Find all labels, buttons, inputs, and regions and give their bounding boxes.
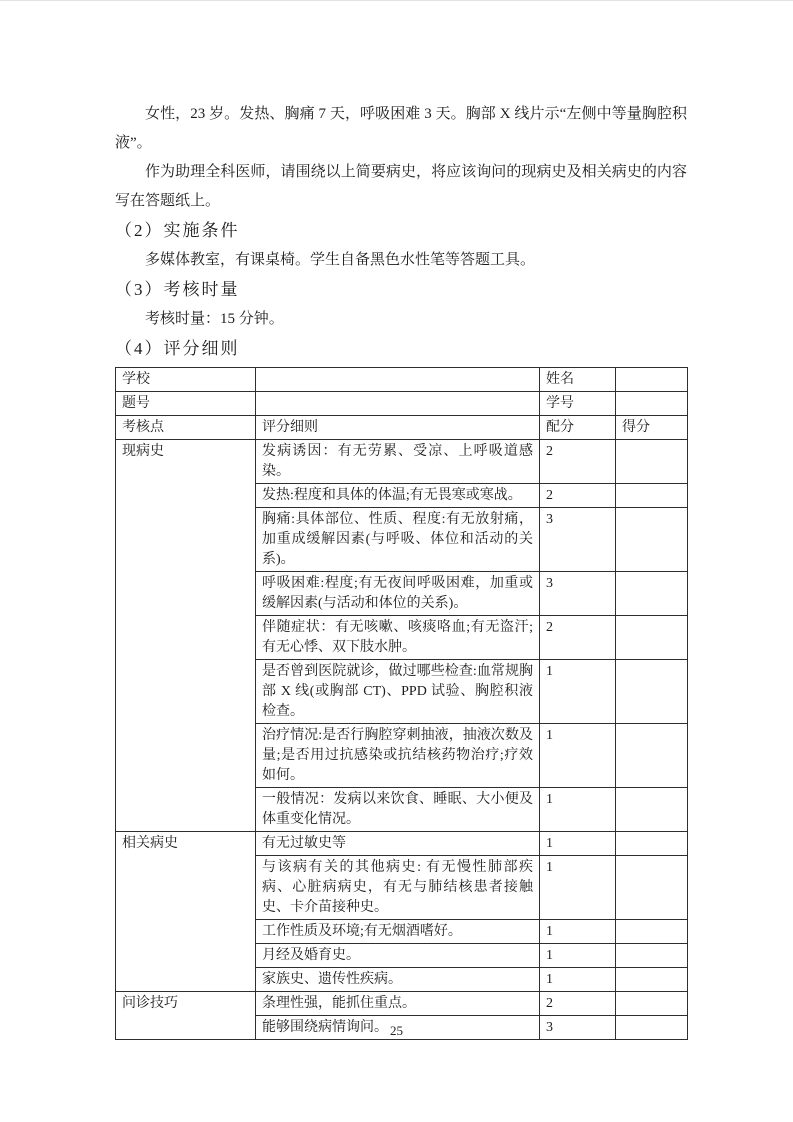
score-cell — [616, 660, 688, 724]
info-value-left — [256, 392, 540, 416]
criteria-cell: 条理性强，能抓住重点。 — [256, 992, 540, 1016]
points-cell: 1 — [540, 920, 616, 944]
criteria-cell: 胸痛:具体部位、性质、程度:有无放射痛，加重成缓解因素(与呼吸、体位和活动的关系)。 — [256, 508, 540, 572]
category-cell: 现病史 — [116, 440, 256, 832]
category-cell: 问诊技巧 — [116, 992, 256, 1040]
criteria-cell: 呼吸困难:程度;有无夜间呼吸困难，加重或缓解因素(与活动和体位的关系)。 — [256, 572, 540, 616]
score-cell — [616, 832, 688, 856]
criteria-cell: 有无过敏史等 — [256, 832, 540, 856]
page-number: 25 — [390, 1023, 403, 1038]
score-cell — [616, 724, 688, 788]
points-cell: 3 — [540, 508, 616, 572]
column-header-row — [116, 416, 688, 440]
section-heading-duration: （3）考核时量 — [115, 280, 240, 299]
points-cell: 2 — [540, 992, 616, 1016]
criteria-cell: 能够围绕病情询问。 — [256, 1016, 540, 1040]
column-header: 得分 — [616, 416, 688, 440]
score-cell — [616, 944, 688, 968]
info-label-left: 题号 — [116, 392, 256, 416]
info-row — [116, 368, 688, 392]
points-cell: 1 — [540, 944, 616, 968]
score-cell — [616, 508, 688, 572]
score-cell — [616, 572, 688, 616]
points-cell: 1 — [540, 660, 616, 724]
category-cell: 相关病史 — [116, 832, 256, 992]
score-cell — [616, 992, 688, 1016]
criteria-row — [116, 440, 688, 484]
info-value-right — [616, 392, 688, 416]
criteria-cell: 发热:程度和具体的体温;有无畏寒或寒战。 — [256, 484, 540, 508]
points-cell: 1 — [540, 788, 616, 832]
score-cell — [616, 920, 688, 944]
case-description: 女性，23 岁。发热、胸痛 7 天，呼吸困难 3 天。胸部 X 线片示“左侧中等量胸腔积液”。 — [115, 106, 687, 151]
points-cell: 2 — [540, 440, 616, 484]
criteria-cell: 工作性质及环境;有无烟酒嗜好。 — [256, 920, 540, 944]
column-header: 评分细则 — [256, 416, 540, 440]
criteria-cell: 伴随症状：有无咳嗽、咳痰咯血;有无盗汗;有无心悸、双下肢水肿。 — [256, 616, 540, 660]
criteria-cell: 月经及婚育史。 — [256, 944, 540, 968]
criteria-row — [116, 832, 688, 856]
score-cell — [616, 968, 688, 992]
info-value-right — [616, 368, 688, 392]
points-cell: 1 — [540, 724, 616, 788]
score-cell — [616, 856, 688, 920]
section-body-implementation: 多媒体教室，有课桌椅。学生自备黑色水性笔等答题工具。 — [145, 252, 536, 268]
score-cell — [616, 440, 688, 484]
criteria-cell: 与该病有关的其他病史: 有无慢性肺部疾病、心脏病病史，有无与肺结核患者接触史、卡介苗接种史。 — [256, 856, 540, 920]
page-content — [115, 100, 687, 1040]
scoring-table — [115, 367, 688, 1040]
info-label-right: 姓名 — [540, 368, 616, 392]
points-cell: 1 — [540, 968, 616, 992]
criteria-cell: 治疗情况:是否行胸腔穿刺抽液，抽液次数及量;是否用过抗感染或抗结核药物治疗;疗效如何。 — [256, 724, 540, 788]
points-cell: 3 — [540, 572, 616, 616]
task-description: 作为助理全科医师，请围绕以上简要病史，将应该询问的现病史及相关病史的内容写在答题纸上。 — [115, 164, 687, 209]
info-label-right: 学号 — [540, 392, 616, 416]
criteria-cell: 一般情况：发病以来饮食、睡眠、大小便及体重变化情况。 — [256, 788, 540, 832]
points-cell: 1 — [540, 856, 616, 920]
points-cell: 3 — [540, 1016, 616, 1040]
criteria-cell: 是否曾到医院就诊，做过哪些检查:血常规胸部 X 线(或胸部 CT)、PPD 试验、胸腔积液检查。 — [256, 660, 540, 724]
score-cell — [616, 616, 688, 660]
criteria-row — [116, 992, 688, 1016]
section-heading-implementation: （2）实施条件 — [115, 221, 240, 240]
info-row — [116, 392, 688, 416]
criteria-cell: 家族史、遗传性疾病。 — [256, 968, 540, 992]
points-cell: 1 — [540, 832, 616, 856]
points-cell: 2 — [540, 616, 616, 660]
score-cell — [616, 788, 688, 832]
score-cell — [616, 484, 688, 508]
info-label-left: 学校 — [116, 368, 256, 392]
section-heading-scoring-rules: （4）评分细则 — [115, 339, 240, 358]
section-body-duration: 考核时量：15 分钟。 — [145, 311, 284, 327]
points-cell: 2 — [540, 484, 616, 508]
column-header: 配分 — [540, 416, 616, 440]
column-header: 考核点 — [116, 416, 256, 440]
scoring-table-body — [116, 368, 688, 1040]
criteria-cell: 发病诱因：有无劳累、受凉、上呼吸道感染。 — [256, 440, 540, 484]
info-value-left — [256, 368, 540, 392]
